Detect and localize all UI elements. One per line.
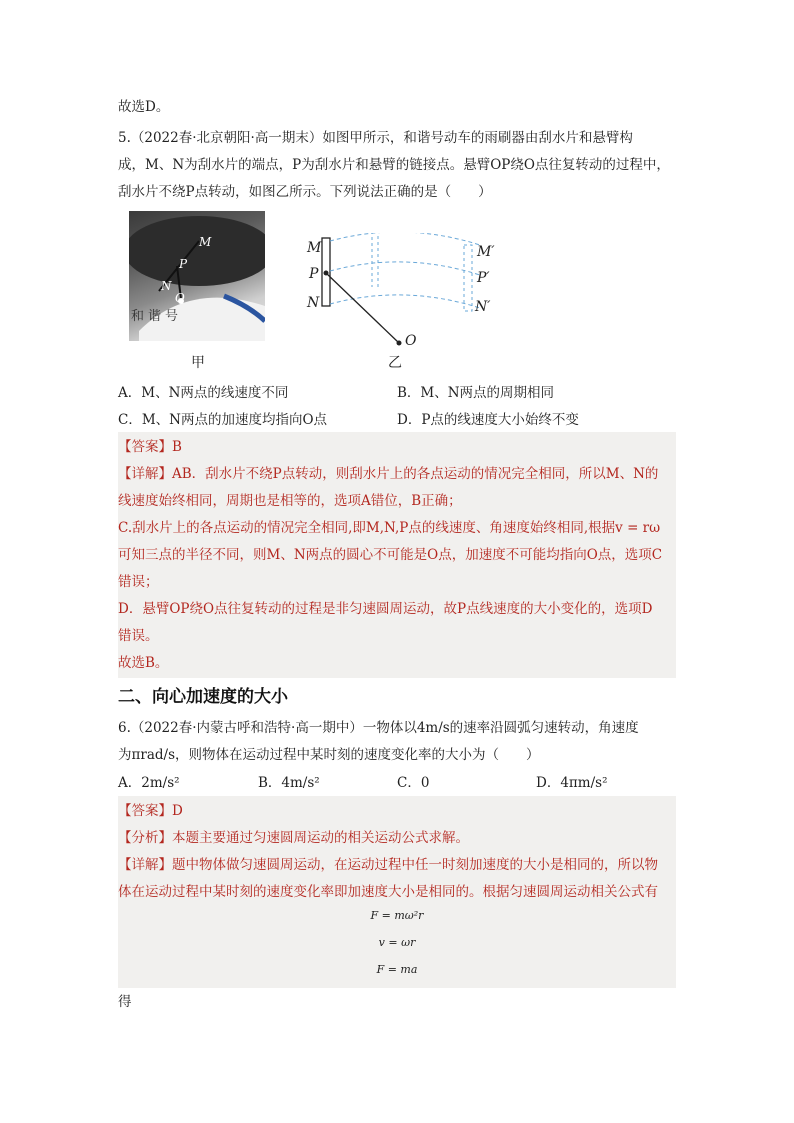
diagram-label-n: N <box>307 295 320 311</box>
q6-option-b: B．4m/s² <box>258 775 320 791</box>
diagram-label-p: P <box>309 266 319 282</box>
q5-stem-line1: 5.（2022春·北京朝阳·高一期末）如图甲所示，和谐号动车的雨刷器由刮水片和悬臂构 <box>118 130 633 146</box>
diagram-label-p-prime: P′ <box>477 270 490 286</box>
diagram-label-m-prime: M′ <box>477 244 495 260</box>
q6-answer: 【答案】D <box>118 803 183 819</box>
q6-option-c: C．0 <box>397 775 430 791</box>
equation-1: F = mω²r <box>370 909 424 922</box>
q5-stem-line2: 成，M、N为刮水片的端点，P为刮水片和悬臂的链接点。悬臂OP绕O点往复转动的过程中， <box>118 157 670 173</box>
q5-detail-line5: 错误； <box>118 574 159 590</box>
prev-conclusion: 故选D。 <box>118 99 170 115</box>
q6-option-d: D．4πm/s² <box>536 775 608 791</box>
q5-detail-line3: C.刮水片上的各点运动的情况完全相同,即M,N,P点的线速度、角速度始终相同,根据v = rω <box>118 520 661 536</box>
q5-detail-line1: 【详解】AB．刮水片不绕P点转动，则刮水片上的各点运动的情况完全相同，所以M、N的 <box>118 466 659 482</box>
q5-answer: 【答案】B <box>118 439 182 455</box>
equation-2: v = ωr <box>378 936 416 949</box>
q6-stem-line1: 6.（2022春·内蒙古呼和浩特·高一期中）一物体以4m/s的速率沿圆弧匀速转动，角速度 <box>118 720 639 736</box>
q5-detail-line2: 线速度始终相同，周期也是相等的，选项A错位，B正确； <box>118 493 462 509</box>
q6-detail-line2: 体在运动过程中某时刻的速度变化率即加速度大小是相同的。根据匀速圆周运动相关公式有 <box>118 884 658 900</box>
photo-label-n: N <box>161 279 172 293</box>
q5-stem-line3: 刮水片不绕P点转动，如图乙所示。下列说法正确的是（ ） <box>118 184 492 200</box>
trailing-text: 得 <box>118 994 132 1010</box>
wiper-diagram <box>304 233 504 348</box>
q5-detail-line4: 可知三点的半径不同，则M、N两点的圆心不可能是O点，加速度不可能均指向O点，选项C <box>118 547 663 563</box>
q5-detail-line6: D．悬臂OP绕O点往复转动的过程是非匀速圆周运动，故P点线速度的大小变化的，选项D <box>118 601 653 617</box>
diagram-label-o: O <box>405 333 417 349</box>
q5-option-a: A．M、N两点的线速度不同 <box>118 385 289 401</box>
diagram-label-m: M <box>307 240 322 256</box>
photo-caption: 甲 <box>191 355 205 371</box>
q6-stem-line2: 为πrad/s，则物体在运动过程中某时刻的速度变化率的大小为（ ） <box>118 747 540 763</box>
q5-conclusion: 故选B。 <box>118 655 169 671</box>
photo-label-o: O <box>175 291 185 305</box>
section-heading: 二、向心加速度的大小 <box>118 687 288 707</box>
diagram-label-n-prime: N′ <box>475 299 491 315</box>
diagram-caption: 乙 <box>388 355 402 371</box>
q5-option-b: B．M、N两点的周期相同 <box>397 385 555 401</box>
q5-option-c: C．M、N两点的加速度均指向O点 <box>118 412 328 428</box>
q5-detail-line7: 错误。 <box>118 628 159 644</box>
train-wiper-photo <box>129 211 265 341</box>
q6-analysis: 【分析】本题主要通过匀速圆周运动的相关运动公式求解。 <box>118 830 469 846</box>
photo-label-m: M <box>199 235 212 249</box>
q5-option-d: D．P点的线速度大小始终不变 <box>397 412 579 428</box>
photo-train-text: 和谐号 <box>131 309 183 324</box>
q6-detail-line1: 【详解】题中物体做匀速圆周运动，在运动过程中任一时刻加速度的大小是相同的，所以物 <box>118 857 658 873</box>
equation-3: F = ma <box>376 963 418 976</box>
q6-option-a: A．2m/s² <box>118 775 180 791</box>
photo-label-p: P <box>179 257 188 271</box>
